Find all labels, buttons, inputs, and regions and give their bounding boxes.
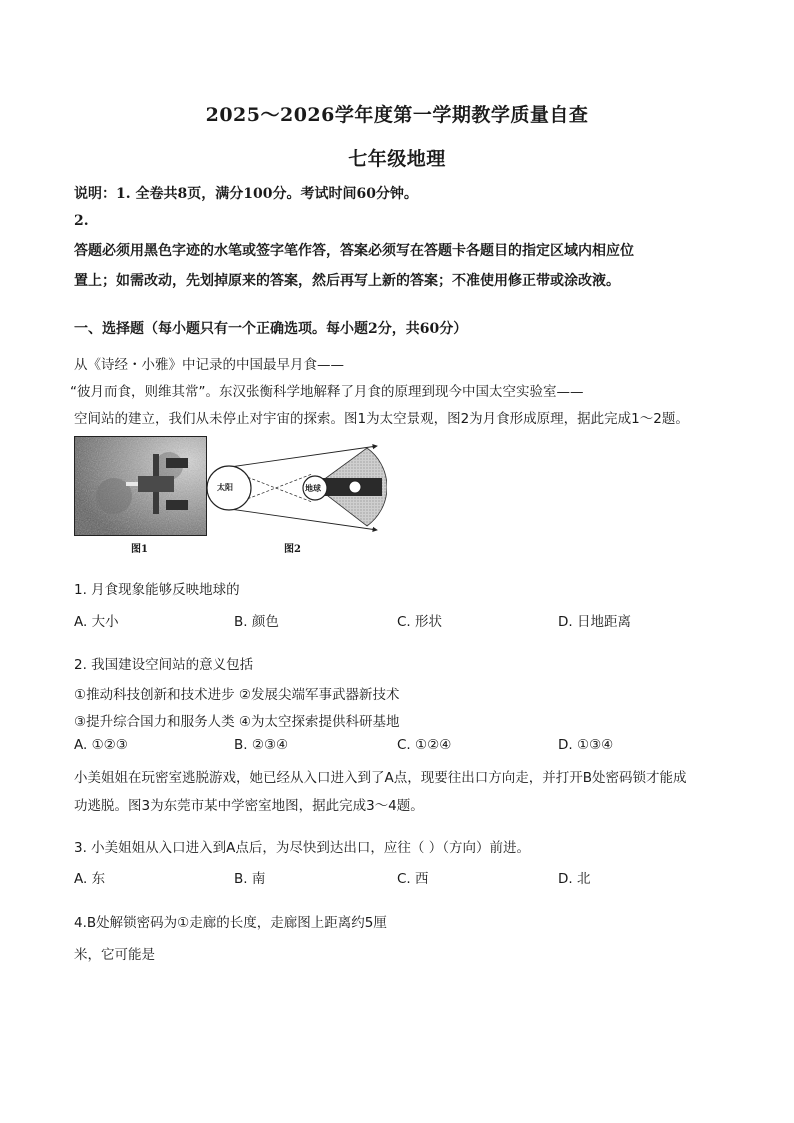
- intro-line-2: “彼月而食，则维其常”。东汉张衡科学地解释了月食的原理到现今中国太空实验室——: [70, 384, 584, 400]
- section-heading: 一、选择题（每小题只有一个正确选项。每小题2分，共60分）: [74, 321, 468, 337]
- instructions-line-2: 2.: [74, 213, 89, 229]
- question-2-stem: 2. 我国建设空间站的意义包括: [74, 657, 254, 673]
- eclipse-diagram-svg: [207, 440, 387, 540]
- sun-label: 太阳: [217, 482, 233, 492]
- question-2-option-a: A. ①②③: [74, 737, 128, 753]
- question-4-stem-line-2: 米，它可能是: [74, 947, 155, 963]
- question-4-stem-line-1: 4.B处解锁密码为①走廊的长度，走廊图上距离约5厘: [74, 915, 387, 931]
- instructions-line-3: 答题必须用黑色字迹的水笔或签字笔作答，答案必须写在答题卡各题目的指定区域内相应位: [74, 243, 634, 259]
- exam-title: 2025～2026学年度第一学期教学质量自查: [205, 104, 589, 126]
- intro2-line-1: 小美姐姐在玩密室逃脱游戏，她已经从入口进入到了A点，现要往出口方向走，并打开B处密码锁才能成: [74, 770, 687, 786]
- intro-line-3: 空间站的建立，我们从未停止对宇宙的探索。图1为太空景观，图2为月食形成原理，据此完成1～2题。: [74, 411, 689, 427]
- intro2-line-2: 功逃脱。图3为东莞市某中学密室地图，据此完成3～4题。: [74, 798, 424, 814]
- question-2-statement-2: ③提升综合国力和服务人类 ④为太空探索提供科研基地: [74, 714, 400, 730]
- space-station-image: [74, 436, 207, 536]
- question-3-option-a: A. 东: [74, 871, 106, 887]
- figure-1-label: 图1: [131, 544, 148, 555]
- question-1-stem: 1. 月食现象能够反映地球的: [74, 582, 240, 598]
- exam-subtitle: 七年级地理: [348, 148, 446, 170]
- question-2-option-d: D. ①③④: [558, 737, 614, 753]
- question-1-option-d: D. 日地距离: [558, 614, 631, 630]
- intro-line-1: 从《诗经・小雅》中记录的中国最早月食——: [74, 357, 344, 373]
- instructions-line-4: 置上；如需改动，先划掉原来的答案，然后再写上新的答案；不准使用修正带或涂改液。: [74, 273, 620, 289]
- question-3-option-b: B. 南: [234, 871, 266, 887]
- question-1-option-c: C. 形状: [397, 614, 443, 630]
- question-3-option-d: D. 北: [558, 871, 591, 887]
- question-1-option-a: A. 大小: [74, 614, 119, 630]
- question-2-option-b: B. ②③④: [234, 737, 289, 753]
- figure-1-space-photo: [74, 436, 207, 536]
- question-1-option-b: B. 颜色: [234, 614, 279, 630]
- question-2-option-c: C. ①②④: [397, 737, 452, 753]
- instructions-line-1: 说明：1. 全卷共8页，满分100分。考试时间60分钟。: [74, 186, 418, 202]
- earth-label: 地球: [305, 483, 321, 493]
- question-3-option-c: C. 西: [397, 871, 429, 887]
- figure-2-lunar-eclipse-diagram: [207, 440, 387, 540]
- question-2-statement-1: ①推动科技创新和技术进步 ②发展尖端军事武器新技术: [74, 687, 400, 703]
- question-3-stem: 3. 小美姐姐从入口进入到A点后，为尽快到达出口，应往（ ）（方向）前进。: [74, 840, 530, 856]
- figure-2-label: 图2: [284, 544, 301, 555]
- moon-circle: [349, 481, 361, 493]
